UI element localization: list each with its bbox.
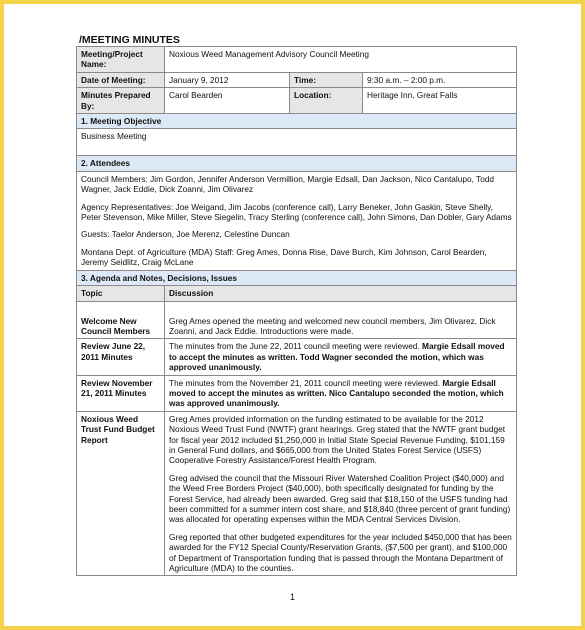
agenda-discussion (165, 375, 517, 411)
project-name-value: Noxious Weed Management Advisory Council Meeting (165, 47, 517, 73)
location-label: Location: (290, 88, 363, 114)
attendees-header: 2. Attendees (77, 156, 517, 171)
attendees-agency: Agency Representatives: Joe Weigand, Jim Jacobs (conference call), Larry Beneker, John Gaskin, Steve Shelly, Peter Stevenson, Mike Miller, Steve Siegelin, Tracy Sterling (conference call), John Simons, Dan Dobler, Gary Adams (81, 201, 512, 223)
agenda-topic: Review June 22, 2011 Minutes (77, 339, 165, 375)
budget-paragraph: Greg Ames provided information on the funding estimated to be available for the 2012 Noxious Weed Trust Fund (NWTF) grant hearings. Greg stated that the NWTF grant budget for fiscal year 2012 included $1,250,000 in Initial State Special Revenue Funding, $101,159 in General Fund dollars, and $665,000 from the United States Forest Service (USFS) Cooperative Forestry Assistance/Forest Health Program. (169, 413, 506, 466)
agenda-topic: Review November 21, 2011 Minutes (77, 375, 165, 411)
agenda-topic: Welcome New Council Members (77, 301, 165, 339)
prepared-location-row (77, 88, 517, 114)
date-value: January 9, 2012 (165, 72, 290, 87)
discussion-text: The minutes from the November 21, 2011 council meeting were reviewed. (169, 377, 441, 388)
project-row (77, 47, 517, 73)
date-label: Date of Meeting: (77, 72, 165, 87)
time-label: Time: (290, 72, 363, 87)
prepared-by-value: Carol Bearden (165, 88, 290, 114)
document-title: /MEETING MINUTES (79, 34, 180, 46)
attendees-cell (77, 171, 517, 270)
objective-header: 1. Meeting Objective (77, 114, 517, 129)
motion-text: Margie Edsall moved to accept the minutes as written. Nico Cantalupo seconded the motion, which was approved unanimously. (169, 377, 504, 409)
motion-text: Margie Edsall moved to accept the minutes as written. Todd Wagner seconded the motion, which was approved unanimously. (169, 341, 505, 373)
objective-text: Business Meeting (77, 129, 517, 156)
agenda-discussion (165, 411, 517, 576)
topic-column-header: Topic (77, 286, 165, 301)
attendees-council: Council Members: Jim Gordon, Jennifer Anderson Vermillion, Margie Edsall, Dan Jackson, Nico Cantalupo, Todd Wagner, Jack Eddie, Dick Zoanni, Jim Olivarez (81, 173, 495, 195)
table-row (77, 301, 517, 339)
discussion-column-header: Discussion (165, 286, 517, 301)
discussion-text: The minutes from the June 22, 2011 council meeting were reviewed. (169, 341, 420, 352)
time-value: 9:30 a.m. – 2:00 p.m. (363, 72, 517, 87)
minutes-table (76, 46, 517, 576)
table-row (77, 339, 517, 375)
attendees-mda-staff: Montana Dept. of Agriculture (MDA) Staff: Greg Ames, Donna Rise, Dave Burch, Kim Johnson, Carol Bearden, Jeremy Seidlitz, Craig McLane (81, 246, 487, 268)
document-page (4, 4, 581, 626)
location-value: Heritage Inn, Great Falls (363, 88, 517, 114)
table-row (77, 411, 517, 576)
attendees-guests: Guests: Taelor Anderson, Joe Merenz, Celestine Duncan (81, 229, 290, 240)
date-time-row (77, 72, 517, 87)
agenda-discussion: Greg Ames opened the meeting and welcomed new council members, Jim Olivarez, Dick Zoanni, and Jack Eddie. Introductions were made. (165, 301, 517, 339)
budget-paragraph: Greg reported that other budgeted expenditures for the year included $450,000 that has been awarded for the FY12 Special County/Reservation Grants, ($7,500 per grant), and $100,000 of Department of Transportation funding that is passed through the Montana Department of Agriculture (MDA) to the counties. (169, 531, 512, 574)
project-label: Meeting/Project Name: (77, 47, 165, 73)
budget-paragraph: Greg advised the council that the Missouri River Watershed Coalition Project ($40,000) and the Weed Free Borders Project ($40,000), both specifically designated for funding by the Forest Service, had already been awarded. Greg said that $18,150 of the USFS funding had been committed for a summer intern cost share, and $18,840 (three percent of grant funding) was allocated for operating expenses within the MDA Central Services Division. (169, 472, 511, 525)
table-row (77, 375, 517, 411)
page-number: 1 (289, 592, 295, 602)
agenda-discussion (165, 339, 517, 375)
agenda-topic: Noxious Weed Trust Fund Budget Report (77, 411, 165, 576)
prepared-label: Minutes Prepared By: (77, 88, 165, 114)
agenda-header: 3. Agenda and Notes, Decisions, Issues (77, 270, 517, 285)
agenda-column-headers (77, 286, 517, 301)
